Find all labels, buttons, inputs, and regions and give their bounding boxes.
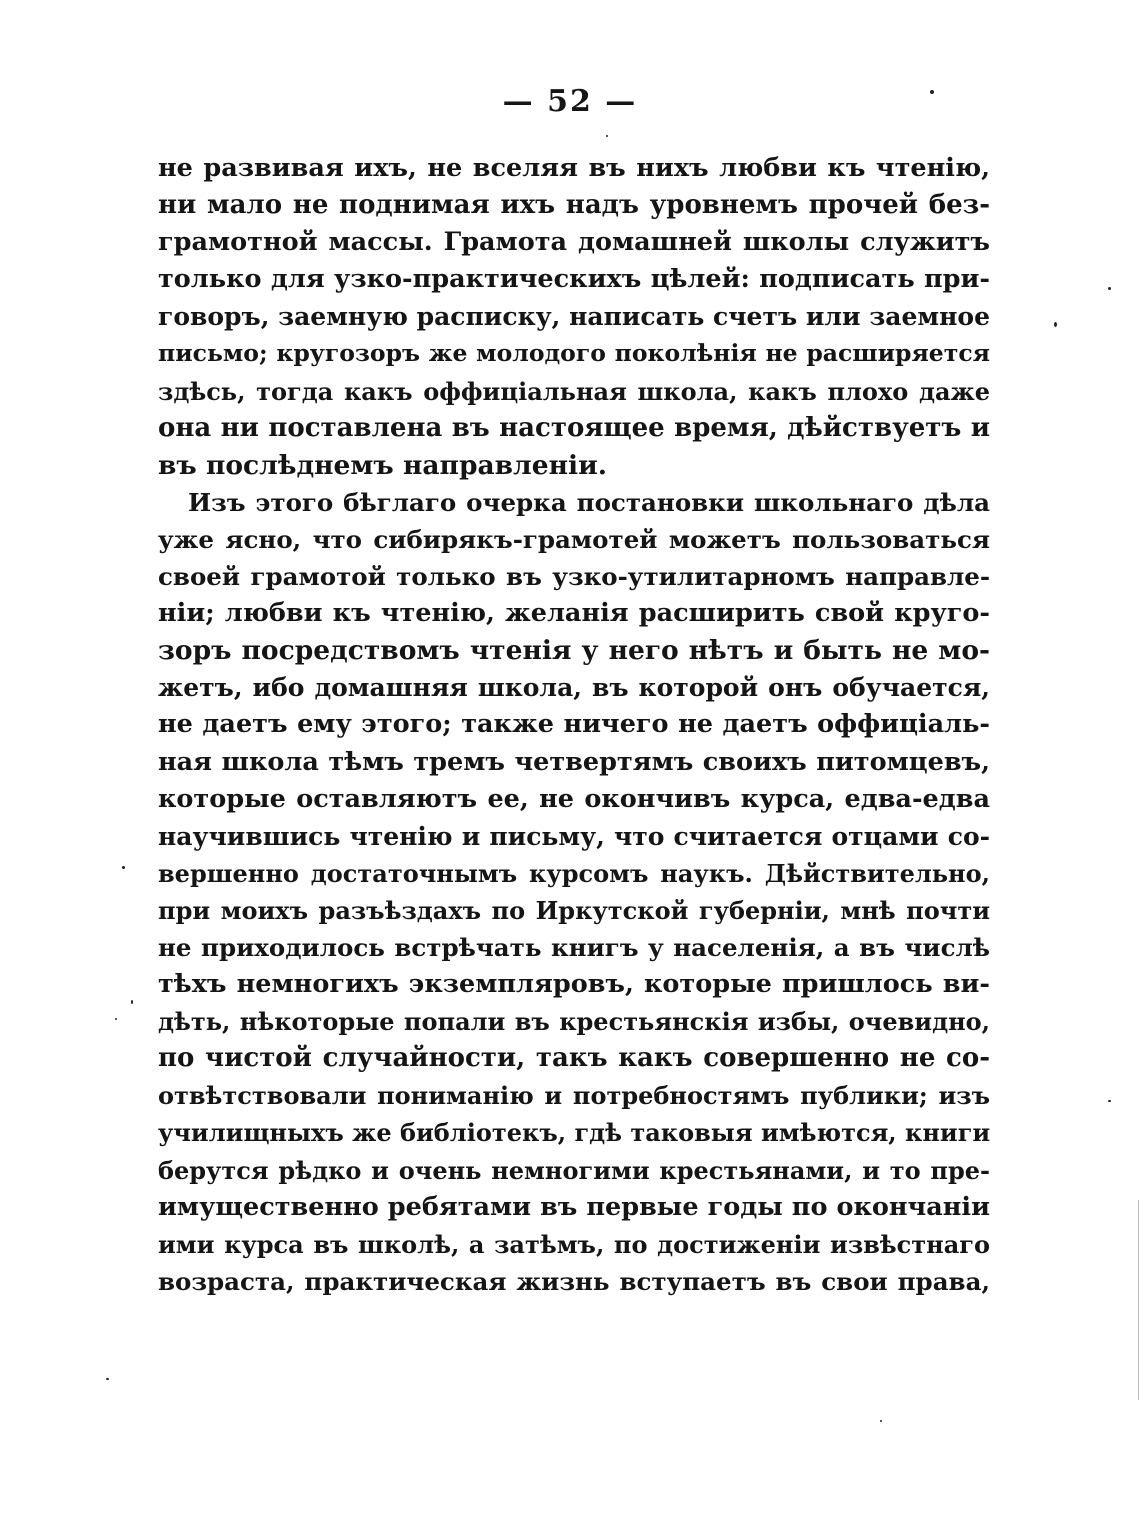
scan-speck (880, 1420, 882, 1422)
scan-speck (106, 1378, 109, 1380)
text-line: ими курса въ школѣ, а затѣмъ, по достиженіи извѣстнаго (158, 1229, 990, 1259)
body-text (158, 150, 990, 1300)
text-line: она ни поставлена въ настоящее время, дѣйствуетъ и (158, 412, 990, 443)
text-line: берутся рѣдко и очень немногими крестьянами, и то пре- (158, 1155, 990, 1185)
text-line: возраста, практическая жизнь вступаетъ въ свои права, (158, 1266, 990, 1296)
text-line: ни мало не поднимая ихъ надъ уровнемъ прочей без- (158, 190, 990, 221)
text-line: отвѣтствовали пониманію и потребностямъ публики; изъ (158, 1081, 990, 1111)
scan-speck (1108, 1100, 1111, 1102)
text-line: грамотной массы. Грамота домашней школы служитъ (158, 227, 990, 258)
text-line: не развивая ихъ, не вселяя въ нихъ любви къ чтенію, (158, 153, 990, 183)
scan-edge-line (1138, 1200, 1139, 1400)
text-line: научившись чтенію и письму, что считается отцами со- (158, 821, 990, 851)
scan-speck (131, 1000, 133, 1004)
text-line: зоръ посредствомъ чтенія у него нѣтъ и быть не мо- (158, 635, 990, 667)
text-line: ніи; любви къ чтенію, желанія расширить свой круго- (158, 598, 990, 629)
text-line: по чистой случайности, такъ какъ совершенно не со- (158, 1043, 990, 1074)
text-line: вершенно достаточнымъ курсомъ наукъ. Дѣйствительно, (158, 858, 990, 888)
text-line: Изъ этого бѣглаго очерка постановки школьнаго дѣла (188, 487, 990, 517)
text-line: здѣсь, тогда какъ оффиціальная школа, какъ плохо даже (158, 376, 990, 406)
scan-speck (606, 135, 608, 137)
text-line: дѣть, нѣкоторые попали въ крестьянскія избы, очевидно, (158, 1007, 990, 1037)
text-line: своей грамотой только въ узко-утилитарномъ направле- (158, 562, 990, 592)
page-number: — 52 — (502, 84, 638, 119)
text-line: письмо; кругозоръ же молодого поколѣнія не расширяется (158, 339, 990, 368)
text-line: жетъ, ибо домашняя школа, въ которой онъ обучается, (158, 673, 990, 703)
text-line: уже ясно, что сибирякъ-грамотей можетъ пользоваться (158, 524, 990, 554)
text-line: только для узко-практическихъ цѣлей: подписать при- (158, 264, 990, 295)
text-line: училищныхъ же библіотекъ, гдѣ таковыя имѣются, книги (158, 1118, 991, 1148)
text-line: которые оставляютъ ее, не окончивъ курса, едва-едва (158, 783, 990, 814)
text-line: имущественно ребятами въ первые годы по окончаніи (158, 1191, 990, 1222)
text-line: при моихъ разъѣздахъ по Иркутской губерніи, мнѣ почти (158, 895, 990, 925)
text-line: не даетъ ему этого; также ничего не даетъ оффиціаль- (158, 709, 990, 740)
text-line: тѣхъ немногихъ экземпляровъ, которые пришлось ви- (158, 969, 990, 1000)
text-line: не приходилось встрѣчать книгъ у населенія, а въ числѣ (158, 932, 990, 962)
scan-speck (122, 866, 125, 869)
scan-speck (1054, 322, 1057, 327)
scan-speck (1108, 287, 1111, 290)
text-line: ная школа тѣмъ тремъ четвертямъ своихъ питомцевъ, (158, 746, 990, 777)
text-line: говоръ, заемную расписку, написать счетъ или заемное (158, 302, 990, 332)
text-line: въ послѣднемъ направленіи. (158, 449, 607, 481)
scan-speck (115, 1018, 117, 1020)
scan-speck (930, 90, 934, 94)
